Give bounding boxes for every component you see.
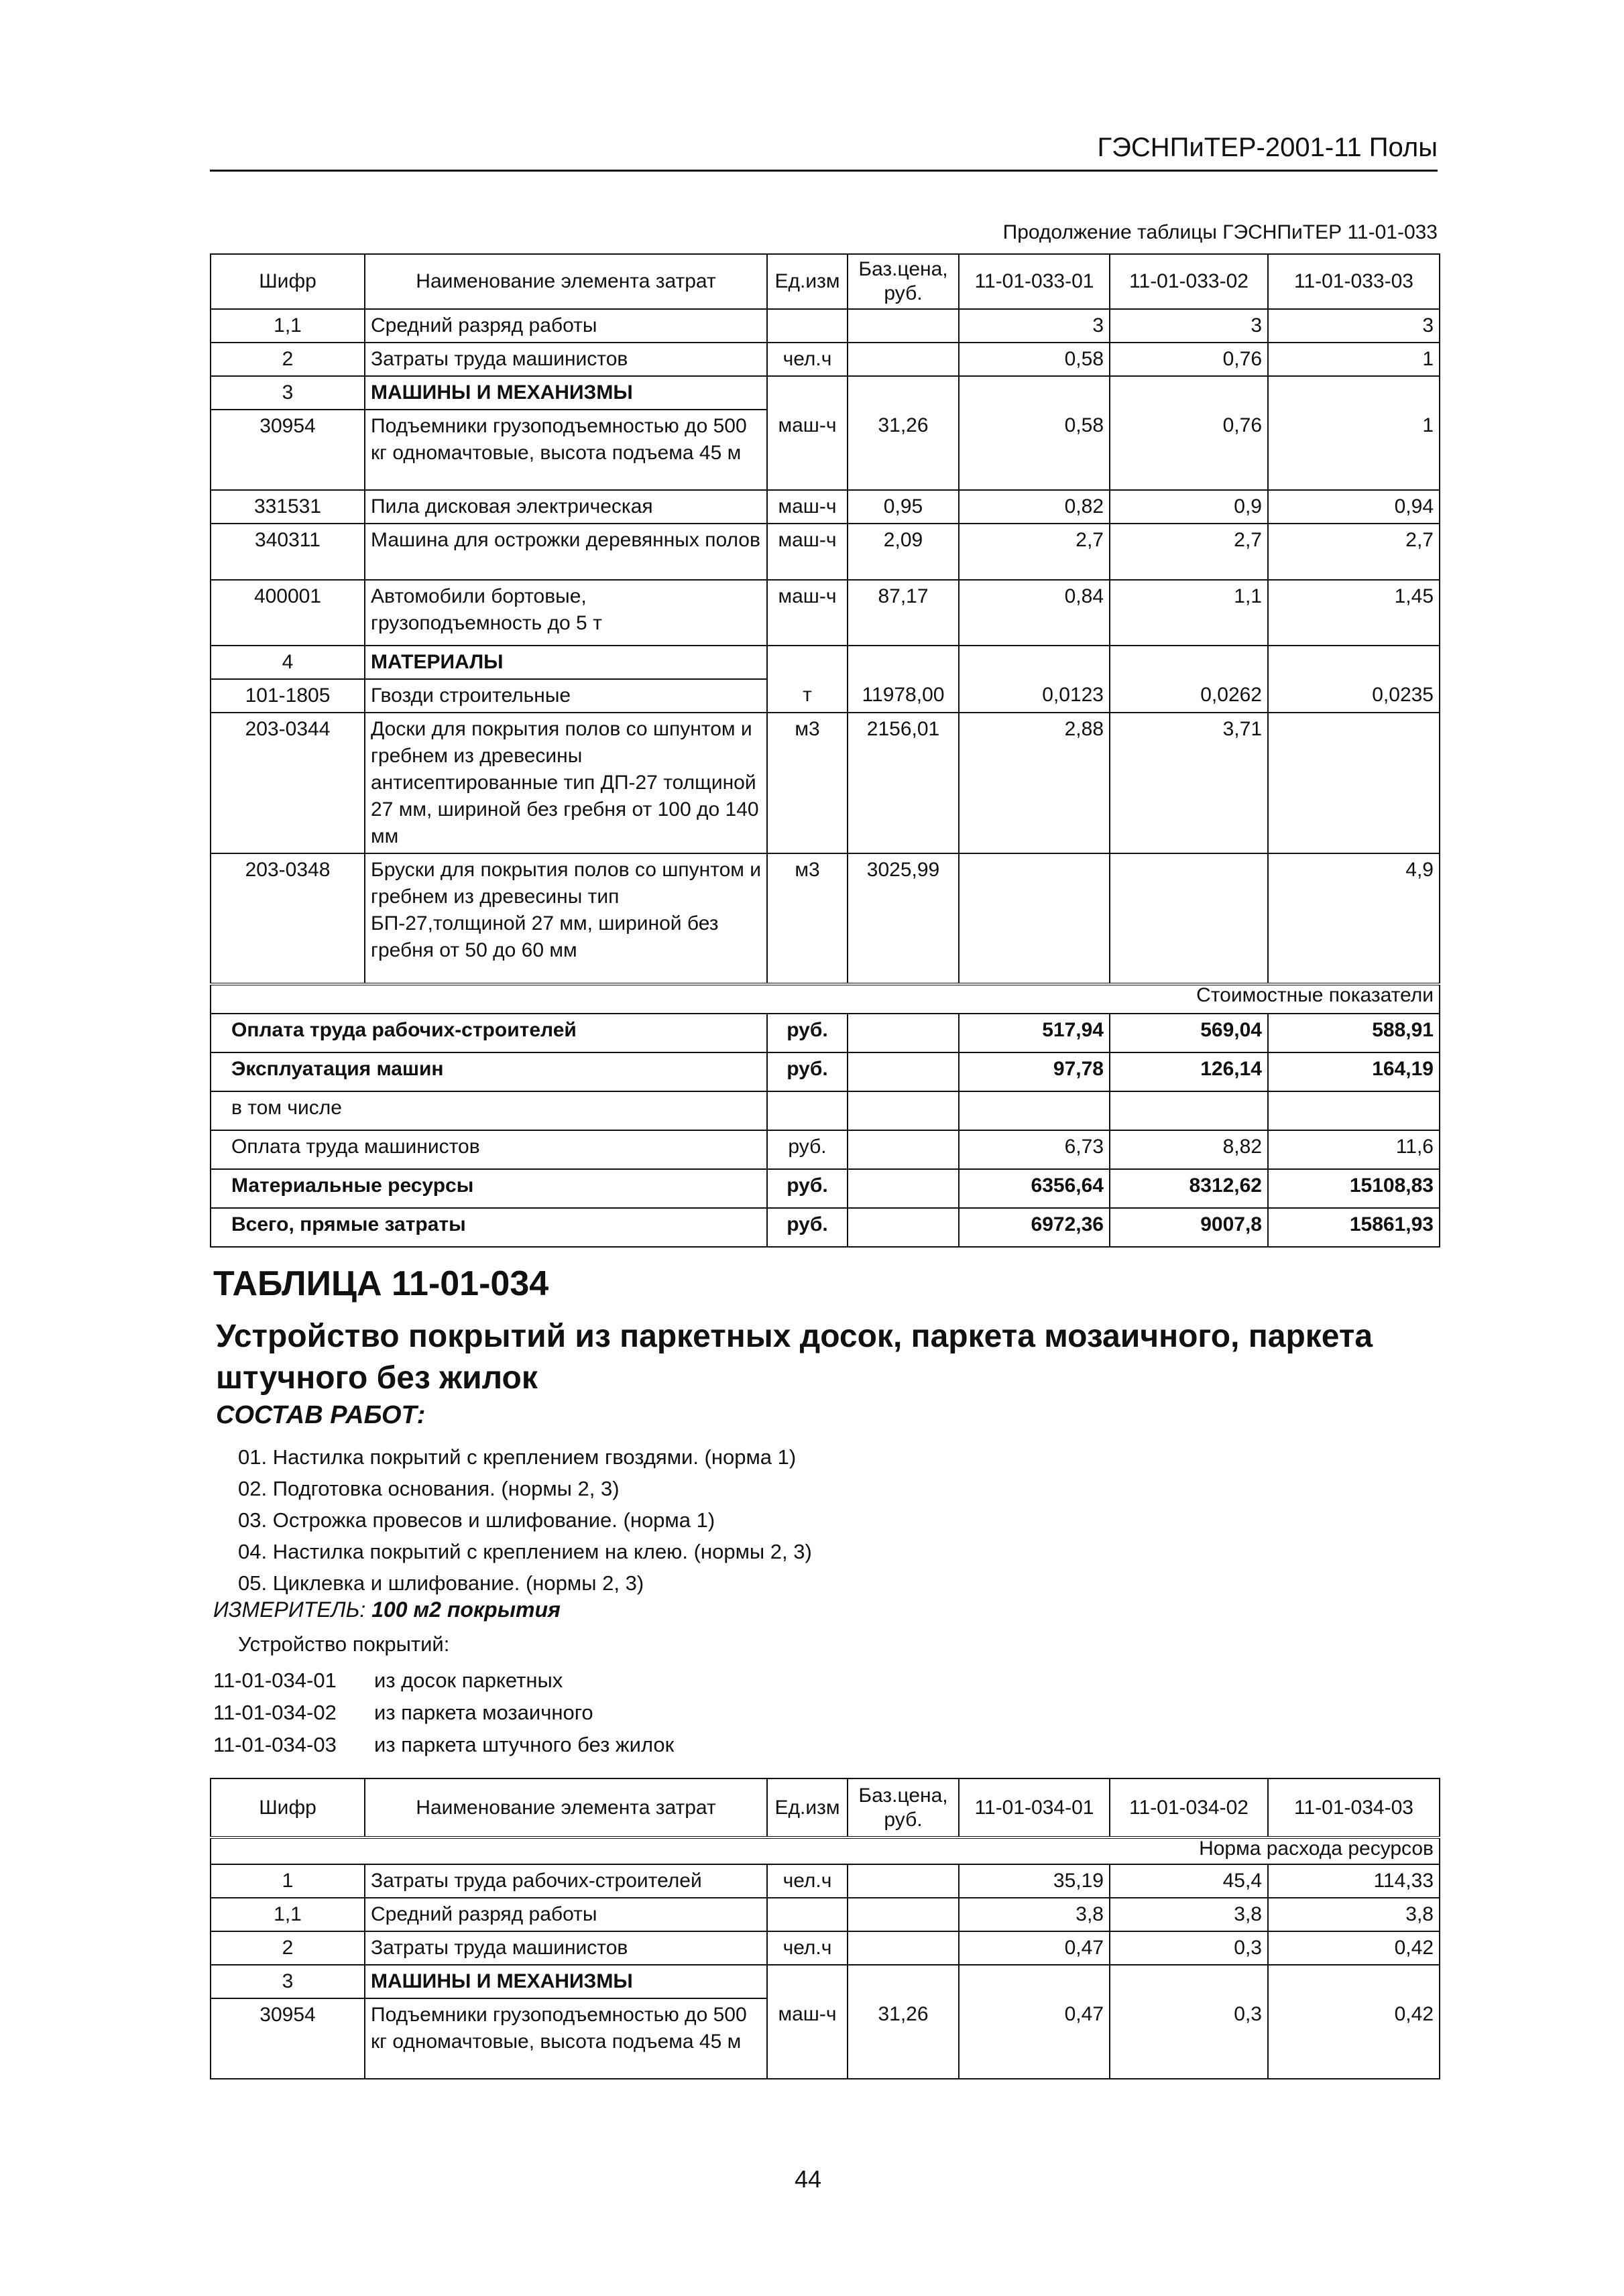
row-value-1: 0,0123 — [959, 679, 1110, 713]
running-header: ГЭСНПиТЕР-2001-11 Полы — [1097, 133, 1438, 162]
row-name: Машина для острожки деревянных полов — [365, 524, 767, 580]
col-norm3-header: 11-01-034-03 — [1268, 1778, 1440, 1837]
col-price-header: Баз.цена, руб. — [848, 254, 959, 309]
cost-value-2: 8,82 — [1110, 1130, 1268, 1169]
cost-row — [211, 1052, 1440, 1091]
row-value-1: 2,88 — [959, 713, 1110, 853]
row-value-1: 2,7 — [959, 524, 1110, 580]
table-row — [211, 309, 1440, 343]
col-price-header: Баз.цена, руб. — [848, 1778, 959, 1837]
cost-name: Оплата труда машинистов — [211, 1130, 767, 1169]
composition-heading: СОСТАВ РАБОТ: — [216, 1401, 426, 1429]
row-code: 3 — [211, 1965, 365, 1998]
table-title: ТАБЛИЦА 11-01-034 — [213, 1264, 549, 1303]
list-item — [213, 1665, 674, 1697]
cost-value-2: 126,14 — [1110, 1052, 1268, 1091]
row-value-2: 45,4 — [1110, 1864, 1268, 1898]
row-unit: чел.ч — [767, 1864, 848, 1898]
cost-name: Эксплуатация машин — [211, 1052, 767, 1091]
row-name: Бруски для покрытия полов со шпунтом и гребнем из древесины тип БП-27,толщиной 27 мм, шириной без гребня от 50 до 60 мм — [365, 853, 767, 984]
cost-value-1: 6,73 — [959, 1130, 1110, 1169]
row-code: 30954 — [211, 1998, 365, 2079]
row-code: 203-0344 — [211, 713, 365, 853]
col-code-header: Шифр — [211, 254, 365, 309]
cost-value-2: 9007,8 — [1110, 1208, 1268, 1247]
row-value-3: 1 — [1268, 343, 1440, 376]
col-norm2-header: 11-01-033-02 — [1110, 254, 1268, 309]
cost-unit: руб. — [767, 1130, 848, 1169]
variant-text: из досок паркетных — [374, 1669, 563, 1692]
row-price — [848, 309, 959, 343]
row-name: Подъемники грузоподъемностью до 500 кг одномачтовые, высота подъема 45 м — [365, 1998, 767, 2079]
row-value-2: 0,0262 — [1110, 679, 1268, 713]
row-value-2: 0,76 — [1110, 343, 1268, 376]
section-title: МАШИНЫ И МЕХАНИЗМЫ — [365, 1965, 767, 1998]
table-row — [211, 1864, 1440, 1898]
table-row — [211, 524, 1440, 580]
table-row — [211, 853, 1440, 984]
row-code: 30954 — [211, 410, 365, 490]
row-code: 1,1 — [211, 309, 365, 343]
cost-name: в том числе — [211, 1091, 767, 1130]
variant-text: из паркета штучного без жилок — [374, 1733, 675, 1756]
cost-value-1: 517,94 — [959, 1014, 1110, 1052]
row-value-2: 0,9 — [1110, 490, 1268, 524]
row-value-3: 0,0235 — [1268, 679, 1440, 713]
row-value-2: 3,71 — [1110, 713, 1268, 853]
row-unit — [767, 309, 848, 343]
row-price: 0,95 — [848, 490, 959, 524]
cost-table-11-01-033 — [210, 253, 1440, 1248]
norm-label: Норма расхода ресурсов — [211, 1837, 1440, 1864]
row-unit: м3 — [767, 713, 848, 853]
cost-unit: руб. — [767, 1208, 848, 1247]
row-code: 400001 — [211, 580, 365, 646]
row-price: 2,09 — [848, 524, 959, 580]
row-value-2: 1,1 — [1110, 580, 1268, 646]
variant-text: из паркета мозаичного — [374, 1701, 593, 1724]
list-item: 01. Настилка покрытий с креплением гвоздями. (норма 1) — [238, 1445, 797, 1469]
row-value-2: 3,8 — [1110, 1898, 1268, 1931]
row-price: 2156,01 — [848, 713, 959, 853]
row-value-1: 0,82 — [959, 490, 1110, 524]
row-value-1: 0,58 — [959, 410, 1110, 490]
table-header-row — [211, 1778, 1440, 1837]
row-value-2 — [1110, 853, 1268, 984]
row-value-1: 0,58 — [959, 343, 1110, 376]
table-row — [211, 410, 1440, 490]
row-unit: маш-ч — [767, 580, 848, 646]
cost-value-2: 8312,62 — [1110, 1169, 1268, 1208]
row-name: Средний разряд работы — [365, 1898, 767, 1931]
row-unit: т — [767, 679, 848, 713]
row-unit — [767, 1898, 848, 1931]
cost-value-3: 15861,93 — [1268, 1208, 1440, 1247]
row-name: Доски для покрытия полов со шпунтом и гребнем из древесины антисептированные тип ДП-27 толщиной 27 мм, шириной без гребня от 100 до 140 мм — [365, 713, 767, 853]
cost-value-3: 164,19 — [1268, 1052, 1440, 1091]
row-code: 101-1805 — [211, 679, 365, 713]
page-number: 44 — [795, 2165, 822, 2193]
table-row — [211, 1931, 1440, 1965]
row-value-3: 3 — [1268, 309, 1440, 343]
row-value-2: 2,7 — [1110, 524, 1268, 580]
cost-value-1: 6356,64 — [959, 1169, 1110, 1208]
col-unit-header: Ед.изм — [767, 254, 848, 309]
row-value-1: 3,8 — [959, 1898, 1110, 1931]
row-code: 4 — [211, 646, 365, 679]
col-name-header: Наименование элемента затрат — [365, 254, 767, 309]
table-row — [211, 343, 1440, 376]
cost-name: Оплата труда рабочих-строителей — [211, 1014, 767, 1052]
row-value-2: 0,76 — [1110, 410, 1268, 490]
table-continuation-caption: Продолжение таблицы ГЭСНПиТЕР 11-01-033 — [1002, 221, 1438, 243]
row-name: Затраты труда рабочих-строителей — [365, 1864, 767, 1898]
row-code: 2 — [211, 1931, 365, 1965]
table-row — [211, 1998, 1440, 2079]
table-row — [211, 713, 1440, 853]
variant-code: 11-01-034-03 — [213, 1733, 337, 1756]
row-code: 203-0348 — [211, 853, 365, 984]
work-list — [238, 1441, 812, 1599]
cost-row — [211, 1014, 1440, 1052]
table-row — [211, 1898, 1440, 1931]
cost-table-11-01-034 — [210, 1778, 1440, 2079]
col-code-header: Шифр — [211, 1778, 365, 1837]
list-item: 05. Циклевка и шлифование. (нормы 2, 3) — [238, 1571, 644, 1595]
col-norm1-header: 11-01-034-01 — [959, 1778, 1110, 1837]
row-unit: маш-ч — [767, 410, 848, 490]
section-title: МАТЕРИАЛЫ — [365, 646, 767, 679]
cost-unit: руб. — [767, 1014, 848, 1052]
row-unit: маш-ч — [767, 524, 848, 580]
row-value-1: 3 — [959, 309, 1110, 343]
col-norm2-header: 11-01-034-02 — [1110, 1778, 1268, 1837]
row-value-3: 3,8 — [1268, 1898, 1440, 1931]
row-name: Автомобили бортовые, грузоподъемность до 5 т — [365, 580, 767, 646]
device-label: Устройство покрытий: — [238, 1632, 450, 1656]
cost-value-3: 15108,83 — [1268, 1169, 1440, 1208]
row-code: 2 — [211, 343, 365, 376]
row-value-1: 0,47 — [959, 1998, 1110, 2079]
row-code: 340311 — [211, 524, 365, 580]
row-value-3: 1 — [1268, 410, 1440, 490]
cost-value-2: 569,04 — [1110, 1014, 1268, 1052]
cost-row — [211, 1130, 1440, 1169]
row-name: Затраты труда машинистов — [365, 343, 767, 376]
row-value-1: 0,47 — [959, 1931, 1110, 1965]
row-code: 3 — [211, 376, 365, 410]
cost-value-3: 11,6 — [1268, 1130, 1440, 1169]
row-value-3: 0,42 — [1268, 1998, 1440, 2079]
row-price: 31,26 — [848, 410, 959, 490]
row-value-3: 1,45 — [1268, 580, 1440, 646]
row-code: 331531 — [211, 490, 365, 524]
variant-code: 11-01-034-02 — [213, 1701, 337, 1724]
cost-value-1: 97,78 — [959, 1052, 1110, 1091]
row-price: 3025,99 — [848, 853, 959, 984]
row-value-2: 0,3 — [1110, 1931, 1268, 1965]
row-value-1: 35,19 — [959, 1864, 1110, 1898]
work-title: Устройство покрытий из паркетных досок, паркета мозаичного, паркета штучного без жилок — [216, 1319, 1373, 1396]
cost-row — [211, 1208, 1440, 1247]
row-value-2: 3 — [1110, 309, 1268, 343]
row-name: Средний разряд работы — [365, 309, 767, 343]
table-header-row — [211, 254, 1440, 309]
row-value-3: 0,94 — [1268, 490, 1440, 524]
header-rule — [210, 170, 1438, 172]
row-unit: маш-ч — [767, 490, 848, 524]
row-code: 1,1 — [211, 1898, 365, 1931]
norm-label-row — [211, 1837, 1440, 1864]
variant-list — [213, 1665, 674, 1761]
cost-value-1: 6972,36 — [959, 1208, 1110, 1247]
table-row — [211, 679, 1440, 713]
list-item: 04. Настилка покрытий с креплением на клею. (нормы 2, 3) — [238, 1540, 812, 1563]
row-name: Подъемники грузоподъемностью до 500 кг одномачтовые, высота подъема 45 м — [365, 410, 767, 490]
table-row — [211, 490, 1440, 524]
section-row — [211, 646, 1440, 679]
table-row — [211, 580, 1440, 646]
row-price — [848, 1931, 959, 1965]
variant-code: 11-01-034-01 — [213, 1669, 337, 1692]
row-value-3: 114,33 — [1268, 1864, 1440, 1898]
cost-row — [211, 1091, 1440, 1130]
row-value-3 — [1268, 713, 1440, 853]
row-value-3: 2,7 — [1268, 524, 1440, 580]
row-name: Затраты труда машинистов — [365, 1931, 767, 1965]
list-item: 03. Острожка провесов и шлифование. (норма 1) — [238, 1508, 715, 1532]
col-norm1-header: 11-01-033-01 — [959, 254, 1110, 309]
cost-unit: руб. — [767, 1052, 848, 1091]
row-name: Пила дисковая электрическая — [365, 490, 767, 524]
row-value-2: 0,3 — [1110, 1998, 1268, 2079]
section-row — [211, 376, 1440, 410]
meter-value: 100 м2 покрытия — [371, 1597, 561, 1622]
row-price — [848, 1864, 959, 1898]
row-value-3: 4,9 — [1268, 853, 1440, 984]
cost-unit: руб. — [767, 1169, 848, 1208]
row-price: 31,26 — [848, 1998, 959, 2079]
row-price: 87,17 — [848, 580, 959, 646]
row-price: 11978,00 — [848, 679, 959, 713]
col-unit-header: Ед.изм — [767, 1778, 848, 1837]
row-value-1 — [959, 853, 1110, 984]
section-row — [211, 1965, 1440, 1998]
row-price — [848, 1898, 959, 1931]
meter-label: ИЗМЕРИТЕЛЬ: — [213, 1597, 366, 1622]
list-item: 02. Подготовка основания. (нормы 2, 3) — [238, 1477, 620, 1500]
cost-indicators-label: Стоимостные показатели — [211, 984, 1440, 1014]
row-name: Гвозди строительные — [365, 679, 767, 713]
row-code: 1 — [211, 1864, 365, 1898]
col-name-header: Наименование элемента затрат — [365, 1778, 767, 1837]
cost-name: Материальные ресурсы — [211, 1169, 767, 1208]
row-unit: чел.ч — [767, 343, 848, 376]
row-price — [848, 343, 959, 376]
list-item — [213, 1697, 674, 1729]
col-norm3-header: 11-01-033-03 — [1268, 254, 1440, 309]
cost-value-3: 588,91 — [1268, 1014, 1440, 1052]
row-unit: маш-ч — [767, 1998, 848, 2079]
row-value-3: 0,42 — [1268, 1931, 1440, 1965]
section-title: МАШИНЫ И МЕХАНИЗМЫ — [365, 376, 767, 410]
cost-row — [211, 1169, 1440, 1208]
cost-indicators-row — [211, 984, 1440, 1014]
list-item — [213, 1729, 674, 1761]
row-value-1: 0,84 — [959, 580, 1110, 646]
row-unit: чел.ч — [767, 1931, 848, 1965]
cost-name: Всего, прямые затраты — [211, 1208, 767, 1247]
row-unit: м3 — [767, 853, 848, 984]
meter-line — [213, 1597, 561, 1622]
